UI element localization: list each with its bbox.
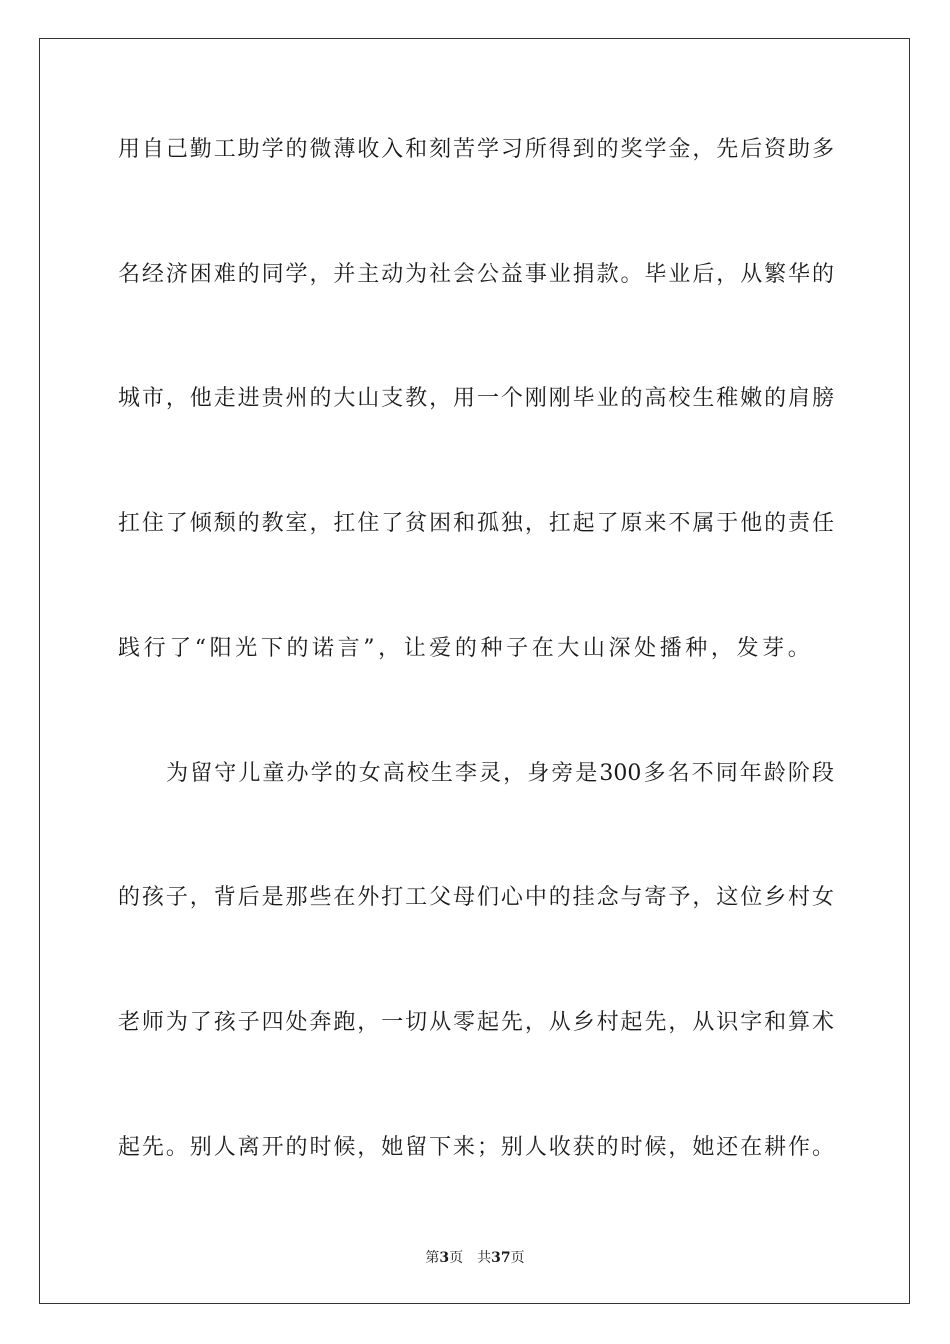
text-line-7: 的孩子，背后是那些在外打工父母们心中的挂念与寄予，这位乡村女 — [118, 885, 834, 910]
text-line-9: 起先。别人离开的时候，她留下来；别人收获的时候，她还在耕作。 — [118, 1135, 834, 1160]
text-line-5: 践行了“阳光下的诺言”，让爱的种子在大山深处播种，发芽。 — [118, 636, 814, 661]
text-line-1: 用自己勤工助学的微薄收入和刻苦学习所得到的奖学金，先后资助多 — [118, 137, 834, 162]
footer-page-prefix: 第 — [425, 1250, 440, 1266]
footer-total-suffix: 页 — [510, 1250, 525, 1266]
footer-total-prefix: 共 — [477, 1250, 492, 1266]
page-border — [39, 38, 910, 1304]
page-footer — [0, 1247, 950, 1267]
text-line-6: 为留守儿童办学的女高校生李灵，身旁是300多名不同年龄阶段 — [118, 761, 834, 786]
footer-page-suffix: 页 — [449, 1250, 464, 1266]
text-line-4: 扛住了倾颓的教室，扛住了贫困和孤独，扛起了原来不属于他的责任 — [118, 511, 834, 536]
text-line-8: 老师为了孩子四处奔跑，一切从零起先，从乡村起先，从识字和算术 — [118, 1010, 834, 1035]
footer-page-number: 3 — [439, 1250, 450, 1266]
text-line-3: 城市，他走进贵州的大山支教，用一个刚刚毕业的高校生稚嫩的肩膀 — [118, 386, 834, 411]
footer-total-pages: 37 — [491, 1250, 511, 1266]
text-line-2: 名经济困难的同学，并主动为社会公益事业捐款。毕业后，从繁华的 — [118, 262, 834, 287]
